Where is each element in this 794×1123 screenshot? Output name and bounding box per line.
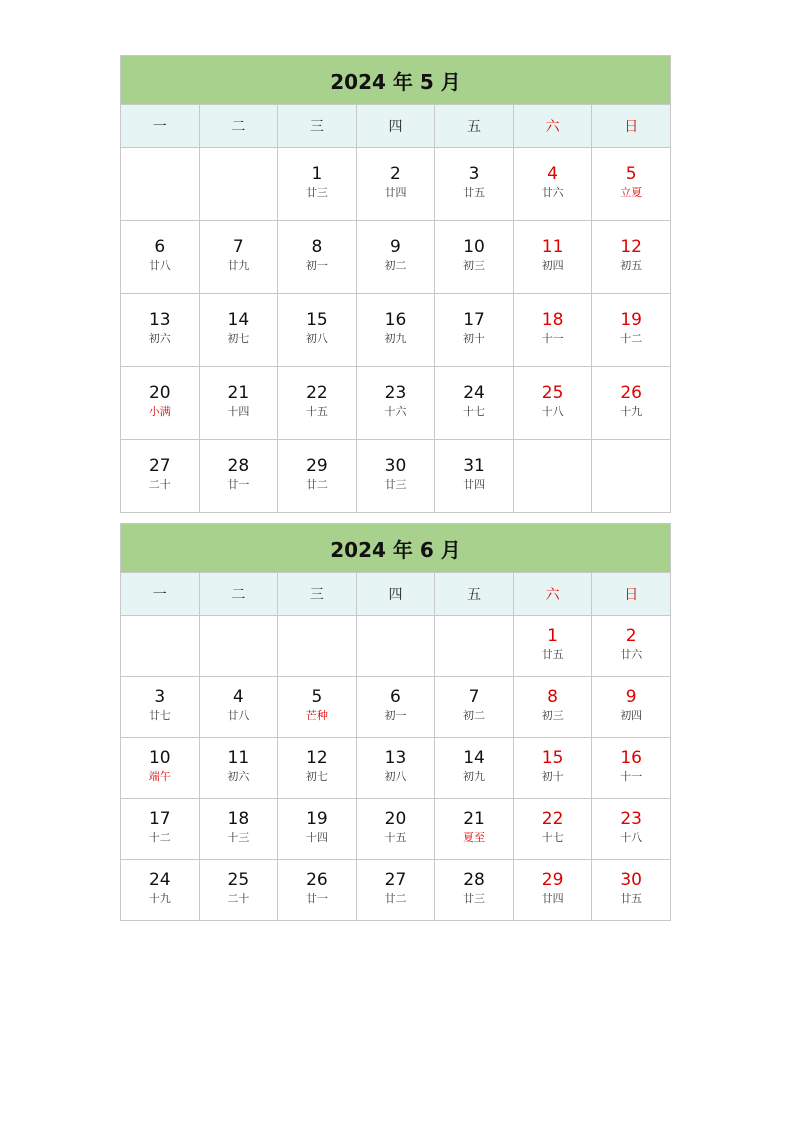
lunar-date: 初二	[463, 709, 486, 722]
day-cell	[356, 367, 435, 440]
day-cell	[592, 799, 671, 860]
day-cell	[435, 440, 514, 513]
day-number: 17	[148, 809, 171, 829]
calendar-june-2024	[120, 523, 671, 921]
day-cell	[356, 616, 435, 677]
week-row	[121, 616, 671, 677]
lunar-date: 十九	[148, 892, 171, 905]
day-grid	[121, 148, 671, 513]
lunar-date: 十九	[620, 405, 643, 418]
day-number: 18	[227, 809, 250, 829]
holiday-label: 芒种	[305, 709, 328, 722]
day-cell	[592, 294, 671, 367]
month-title: 2024 年 6 月	[121, 524, 671, 573]
weekday-header: 二	[199, 573, 278, 616]
day-number: 11	[541, 237, 564, 257]
day-cell	[278, 367, 357, 440]
calendar-may-2024	[120, 55, 671, 513]
day-number: 20	[148, 383, 171, 403]
day-number: 4	[547, 164, 558, 184]
lunar-date: 廿三	[305, 186, 328, 199]
week-row	[121, 148, 671, 221]
lunar-date: 初一	[384, 709, 407, 722]
day-number: 10	[463, 237, 485, 257]
weekday-header: 六	[513, 105, 592, 148]
lunar-date: 廿五	[463, 186, 486, 199]
week-row	[121, 440, 671, 513]
day-cell	[199, 440, 278, 513]
day-number: 14	[227, 310, 250, 330]
day-cell	[592, 367, 671, 440]
day-number: 16	[620, 748, 642, 768]
day-cell	[435, 367, 514, 440]
lunar-date: 初九	[463, 770, 486, 783]
holiday-label: 立夏	[620, 186, 643, 199]
lunar-date: 十三	[227, 831, 250, 844]
day-cell	[121, 148, 200, 221]
week-row	[121, 221, 671, 294]
weekday-header: 日	[592, 573, 671, 616]
lunar-date: 十七	[541, 831, 564, 844]
lunar-date: 初七	[305, 770, 328, 783]
day-cell	[513, 860, 592, 921]
lunar-date: 初六	[227, 770, 250, 783]
day-number: 25	[541, 383, 564, 403]
day-number: 3	[154, 687, 166, 707]
day-cell	[121, 738, 200, 799]
weekday-header: 四	[356, 105, 435, 148]
day-number: 18	[541, 310, 564, 330]
lunar-date: 廿三	[463, 892, 486, 905]
day-cell	[592, 148, 671, 221]
day-number: 13	[384, 748, 407, 768]
lunar-date: 初五	[620, 259, 643, 272]
lunar-date: 初八	[305, 332, 328, 345]
lunar-date: 廿二	[305, 478, 328, 491]
week-row	[121, 860, 671, 921]
lunar-date: 廿六	[541, 186, 564, 199]
week-row	[121, 294, 671, 367]
day-number: 2	[625, 626, 637, 646]
lunar-date: 初七	[227, 332, 250, 345]
lunar-date: 十八	[620, 831, 643, 844]
day-grid	[121, 616, 671, 921]
weekday-header-row	[121, 105, 671, 148]
day-cell	[278, 860, 357, 921]
lunar-date: 廿四	[463, 478, 486, 491]
lunar-date: 初四	[620, 709, 643, 722]
lunar-date: 十五	[305, 405, 328, 418]
day-number: 8	[547, 687, 558, 707]
day-number: 13	[148, 310, 171, 330]
day-cell	[121, 616, 200, 677]
day-number: 28	[463, 870, 485, 890]
day-number: 19	[620, 310, 642, 330]
day-number: 28	[227, 456, 250, 476]
holiday-label: 夏至	[463, 831, 486, 844]
day-number: 6	[390, 687, 401, 707]
day-cell	[278, 440, 357, 513]
day-number: 22	[306, 383, 328, 403]
lunar-date: 廿四	[541, 892, 564, 905]
day-cell	[199, 367, 278, 440]
day-number: 7	[468, 687, 480, 707]
lunar-date: 初十	[463, 332, 486, 345]
lunar-date: 廿五	[620, 892, 643, 905]
day-cell	[435, 294, 514, 367]
weekday-header: 一	[121, 105, 200, 148]
day-cell	[356, 738, 435, 799]
lunar-date: 初三	[541, 709, 564, 722]
day-cell	[592, 616, 671, 677]
weekday-header: 日	[592, 105, 671, 148]
day-cell	[513, 738, 592, 799]
holiday-label: 端午	[148, 770, 171, 783]
day-number: 29	[306, 456, 328, 476]
lunar-date: 初九	[384, 332, 407, 345]
day-cell	[513, 677, 592, 738]
day-cell	[592, 738, 671, 799]
weekday-header: 五	[435, 573, 514, 616]
day-cell	[356, 294, 435, 367]
day-number: 24	[148, 870, 171, 890]
day-cell	[513, 367, 592, 440]
lunar-date: 十四	[227, 405, 250, 418]
day-number: 31	[463, 456, 485, 476]
day-cell	[435, 738, 514, 799]
day-number: 11	[227, 748, 250, 768]
day-cell	[513, 294, 592, 367]
weekday-header: 三	[278, 573, 357, 616]
day-cell	[278, 616, 357, 677]
day-number: 19	[306, 809, 328, 829]
day-number: 21	[227, 383, 250, 403]
day-cell	[513, 616, 592, 677]
day-number: 23	[620, 809, 642, 829]
day-cell	[513, 440, 592, 513]
day-number: 25	[227, 870, 250, 890]
day-cell	[199, 677, 278, 738]
day-number: 27	[148, 456, 171, 476]
day-cell	[121, 221, 200, 294]
day-number: 9	[625, 687, 637, 707]
day-cell	[435, 616, 514, 677]
lunar-date: 十二	[148, 831, 171, 844]
week-row	[121, 367, 671, 440]
day-number: 15	[541, 748, 564, 768]
day-number: 1	[547, 626, 558, 646]
lunar-date: 廿四	[384, 186, 407, 199]
day-number: 26	[306, 870, 328, 890]
day-cell	[592, 677, 671, 738]
weekday-header: 一	[121, 573, 200, 616]
lunar-date: 初十	[541, 770, 564, 783]
day-cell	[199, 860, 278, 921]
day-number: 29	[541, 870, 564, 890]
lunar-date: 廿一	[305, 892, 328, 905]
day-cell	[278, 294, 357, 367]
lunar-date: 十五	[384, 831, 407, 844]
lunar-date: 初八	[384, 770, 407, 783]
lunar-date: 十七	[463, 405, 486, 418]
day-number: 23	[384, 383, 407, 403]
day-number: 12	[306, 748, 328, 768]
weekday-header: 三	[278, 105, 357, 148]
day-cell	[121, 440, 200, 513]
day-number: 3	[468, 164, 480, 184]
day-number: 14	[463, 748, 485, 768]
day-number: 7	[232, 237, 244, 257]
weekday-header: 五	[435, 105, 514, 148]
day-number: 5	[625, 164, 637, 184]
day-cell	[278, 799, 357, 860]
weekday-header: 四	[356, 573, 435, 616]
day-number: 27	[384, 870, 407, 890]
day-number: 20	[384, 809, 407, 829]
day-cell	[435, 148, 514, 221]
day-cell	[435, 799, 514, 860]
day-number: 22	[541, 809, 564, 829]
holiday-label: 小满	[148, 405, 171, 418]
day-number: 5	[311, 687, 323, 707]
day-cell	[278, 738, 357, 799]
lunar-date: 初二	[384, 259, 407, 272]
lunar-date: 廿六	[620, 648, 643, 661]
day-cell	[121, 294, 200, 367]
day-cell	[592, 221, 671, 294]
lunar-date: 初三	[463, 259, 486, 272]
day-cell	[199, 294, 278, 367]
day-cell	[356, 677, 435, 738]
day-number: 17	[463, 310, 485, 330]
lunar-date: 十六	[384, 405, 407, 418]
day-cell	[121, 367, 200, 440]
lunar-date: 廿一	[227, 478, 250, 491]
day-number: 10	[148, 748, 171, 768]
lunar-date: 廿二	[384, 892, 407, 905]
weekday-header: 六	[513, 573, 592, 616]
lunar-date: 十四	[305, 831, 328, 844]
day-number: 12	[620, 237, 642, 257]
day-cell	[199, 148, 278, 221]
day-cell	[356, 860, 435, 921]
day-cell	[435, 221, 514, 294]
day-cell	[356, 221, 435, 294]
day-number: 30	[384, 456, 407, 476]
day-cell	[513, 799, 592, 860]
day-cell	[199, 616, 278, 677]
lunar-date: 十二	[620, 332, 643, 345]
day-number: 4	[232, 687, 244, 707]
day-cell	[199, 738, 278, 799]
day-cell	[356, 440, 435, 513]
weekday-header: 二	[199, 105, 278, 148]
day-cell	[435, 860, 514, 921]
lunar-date: 廿八	[148, 259, 171, 272]
month-title: 2024 年 5 月	[121, 56, 671, 105]
day-number: 30	[620, 870, 642, 890]
day-cell	[278, 148, 357, 221]
day-number: 6	[154, 237, 166, 257]
lunar-date: 廿九	[227, 259, 250, 272]
lunar-date: 初四	[541, 259, 564, 272]
lunar-date: 二十	[227, 892, 250, 905]
day-number: 9	[390, 237, 401, 257]
day-cell	[121, 860, 200, 921]
week-row	[121, 799, 671, 860]
day-cell	[592, 860, 671, 921]
lunar-date: 十一	[541, 332, 564, 345]
weekday-header-row	[121, 573, 671, 616]
day-cell	[356, 799, 435, 860]
week-row	[121, 677, 671, 738]
lunar-date: 十八	[541, 405, 564, 418]
day-cell	[199, 799, 278, 860]
day-cell	[121, 799, 200, 860]
day-number: 21	[463, 809, 485, 829]
day-cell	[513, 221, 592, 294]
lunar-date: 初六	[148, 332, 171, 345]
day-cell	[513, 148, 592, 221]
day-cell	[278, 221, 357, 294]
day-cell	[592, 440, 671, 513]
day-number: 26	[620, 383, 642, 403]
day-number: 15	[306, 310, 328, 330]
day-number: 16	[384, 310, 407, 330]
lunar-date: 十一	[620, 770, 643, 783]
day-number: 24	[463, 383, 485, 403]
lunar-date: 廿七	[148, 709, 171, 722]
lunar-date: 初一	[305, 259, 328, 272]
lunar-date: 二十	[148, 478, 171, 491]
lunar-date: 廿五	[541, 648, 564, 661]
day-cell	[199, 221, 278, 294]
lunar-date: 廿八	[227, 709, 250, 722]
day-number: 2	[390, 164, 401, 184]
lunar-date: 廿三	[384, 478, 407, 491]
day-cell	[435, 677, 514, 738]
day-number: 8	[311, 237, 323, 257]
day-cell	[356, 148, 435, 221]
day-cell	[121, 677, 200, 738]
day-number: 1	[311, 164, 323, 184]
day-cell	[278, 677, 357, 738]
week-row	[121, 738, 671, 799]
